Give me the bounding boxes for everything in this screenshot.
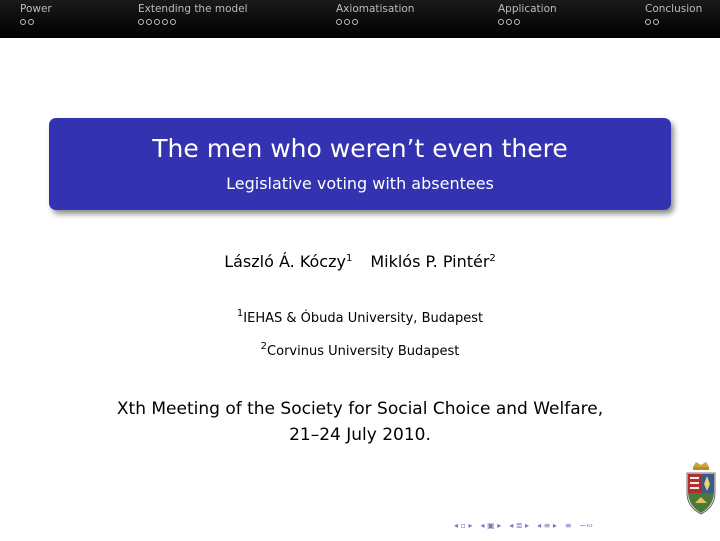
subsection-dot[interactable] [344, 19, 350, 25]
subsection-dot[interactable] [653, 19, 659, 25]
affiliation-mark: 1 [345, 253, 353, 264]
slide-subtitle: Legislative voting with absentees [226, 174, 494, 193]
subsection-dot[interactable] [28, 19, 34, 25]
subsection-dots [498, 19, 557, 25]
subsection-dot[interactable] [498, 19, 504, 25]
nav-section-conclusion[interactable]: Conclusion [645, 3, 702, 25]
author-name: Miklós P. Pintér [370, 252, 490, 271]
subsection-dot[interactable] [146, 19, 152, 25]
nav-prev-frame-icon[interactable]: ◂ ▫ ▸ [454, 521, 473, 530]
subsection-dots [138, 19, 248, 25]
subsection-dot[interactable] [514, 19, 520, 25]
affiliation-mark: 2 [260, 341, 268, 352]
subsection-dots [20, 19, 52, 25]
nav-section-icon[interactable]: ◂ ≣ ▸ [509, 521, 530, 530]
nav-section-power[interactable]: Power [20, 3, 52, 25]
affiliation [0, 308, 720, 326]
title-box [49, 118, 671, 210]
subsection-dot[interactable] [336, 19, 342, 25]
conference-info [0, 396, 720, 448]
subsection-dot[interactable] [170, 19, 176, 25]
nav-subsection-icon[interactable]: ◂ ▣ ▸ [480, 521, 502, 530]
subsection-dots [645, 19, 702, 25]
conference-date: 21–24 July 2010. [289, 425, 431, 445]
nav-section-application[interactable]: Application [498, 3, 557, 25]
nav-section-extending-the-model[interactable]: Extending the model [138, 3, 248, 25]
nav-appendix-icon[interactable]: ≡ [564, 521, 572, 530]
subsection-dot[interactable] [352, 19, 358, 25]
slide-title: The men who weren’t even there [152, 134, 568, 163]
subsection-dot[interactable] [154, 19, 160, 25]
conference-name: Xth Meeting of the Society for Social Choice and Welfare, [116, 399, 604, 419]
subsection-dot[interactable] [645, 19, 651, 25]
subsection-dots [336, 19, 414, 25]
affiliation-mark: 2 [489, 253, 496, 264]
subsection-dot[interactable] [20, 19, 26, 25]
subsection-dot[interactable] [506, 19, 512, 25]
affiliation [0, 341, 720, 359]
authors [0, 252, 720, 271]
section-navigation-bar [0, 0, 720, 38]
university-crest-icon [683, 459, 719, 519]
affiliation-text: IEHAS & Óbuda University, Budapest [243, 311, 484, 326]
affiliation-mark: 1 [236, 308, 244, 319]
nav-document-icon[interactable]: ◂ ≡ ▸ [537, 521, 557, 530]
subsection-dot[interactable] [162, 19, 168, 25]
affiliation-text: Corvinus University Budapest [267, 344, 460, 359]
beamer-navigation-symbols [454, 521, 593, 530]
subsection-dot[interactable] [138, 19, 144, 25]
nav-section-axiomatisation[interactable]: Axiomatisation [336, 3, 414, 25]
nav-search-icon[interactable]: ∽∾ [579, 521, 593, 530]
author-name: László Á. Kóczy [224, 252, 346, 271]
